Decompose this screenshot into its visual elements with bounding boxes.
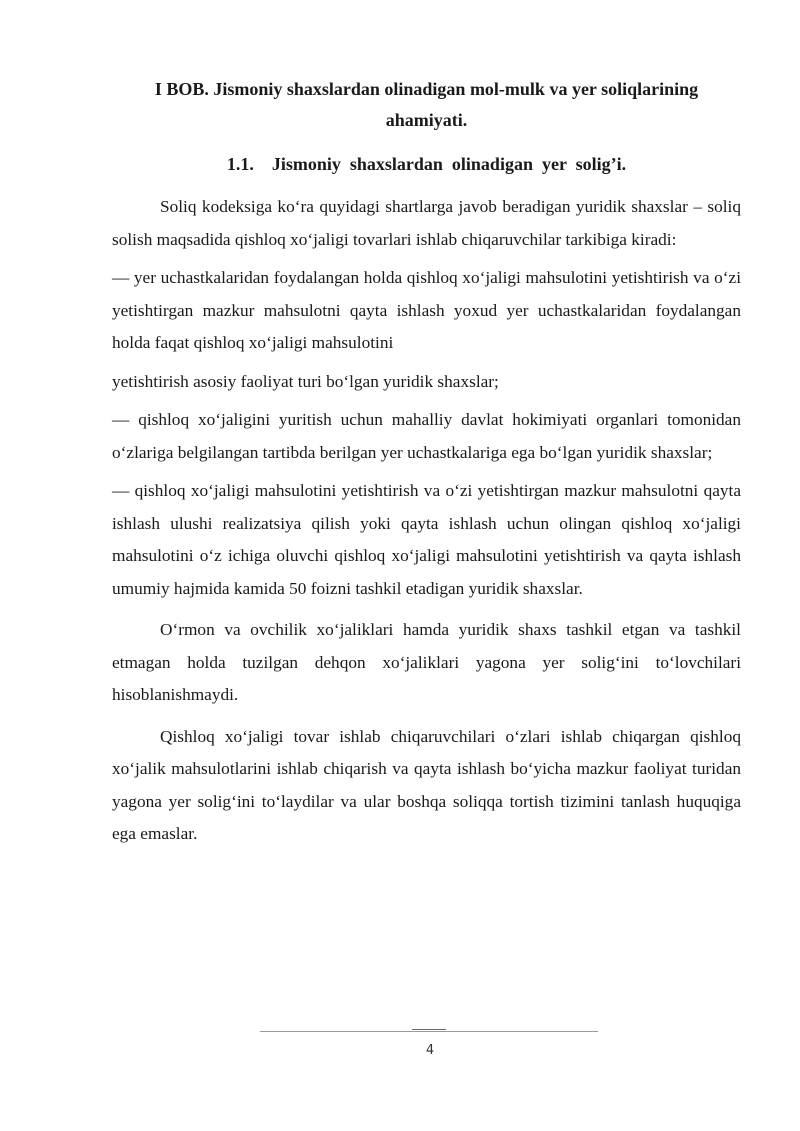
section-title: 1.1. Jismoniy shaxslardan olinadigan yer solig’i. <box>226 154 627 174</box>
page-number: 4 <box>425 1043 435 1058</box>
list-item-paragraph: — yer uchastkalaridan foydalangan holda qishloq xo‘jaligi mahsulotini yetishtirish va o‘zi yetishtirgan mazkur mahsulotni qayta ishlash yoxud yer uchastkalaridan foydalangan holda faqat qishloq xo‘jaligi mahsulotini <box>112 268 741 352</box>
list-item-paragraph: — qishloq xo‘jaligini yuritish uchun mahalliy davlat hokimiyati organlari tomonidan o‘zlariga belgilangan tartibda berilgan yer uchastkalariga ega bo‘lgan yuridik shaxslar; <box>112 410 741 462</box>
footer-divider <box>260 1031 598 1032</box>
body-paragraph: Qishloq xo‘jaligi tovar ishlab chiqaruvchilari o‘zlari ishlab chiqargan qishloq xo‘jalik mahsulotlarini ishlab chiqarish va qayta ishlash bo‘yicha mazkur faoliyat turidan yagona yer solig‘ini to‘laydilar va ular boshqa soliqqa tortish tizimini tanlash huquqiga ega emaslar. <box>112 726 741 843</box>
document-page <box>112 72 741 851</box>
body-paragraph: O‘rmon va ovchilik xo‘jaliklari hamda yuridik shaxs tashkil etgan va tashkil etmagan holda tuzilgan dehqon xo‘jaliklari yagona yer solig‘ini to‘lovchilari hisoblanishmaydi. <box>112 620 741 704</box>
list-item-paragraph: — qishloq xo‘jaligi mahsulotini yetishtirish va o‘zi yetishtirgan mazkur mahsulotni qayta ishlash ulushi realizatsiya qilish yoki qayta ishlash uchun olingan qishloq xo‘jaligi mahsulotini o‘z ichiga oluvchi qishloq xo‘jaligi mahsulotini yetishtirish va qayta ishlash umumiy hajmida kamida 50 foizni tashkil etadigan yuridik shaxslar. <box>112 481 741 598</box>
list-item-continuation: yetishtirish asosiy faoliyat turi bo‘lgan yuridik shaxslar; <box>112 371 499 391</box>
intro-paragraph: Soliq kodeksiga ko‘ra quyidagi shartlarga javob beradigan yuridik shaxslar – soliq solish maqsadida qishloq xo‘jaligi tovarlari ishlab chiqaruvchilar tarkibiga kiradi: <box>112 197 741 249</box>
footer-divider-accent <box>412 1029 446 1030</box>
chapter-title: I BOB. Jismoniy shaxslardan olinadigan mol-mulk va yer soliqlarining ahamiyati. <box>154 79 699 130</box>
